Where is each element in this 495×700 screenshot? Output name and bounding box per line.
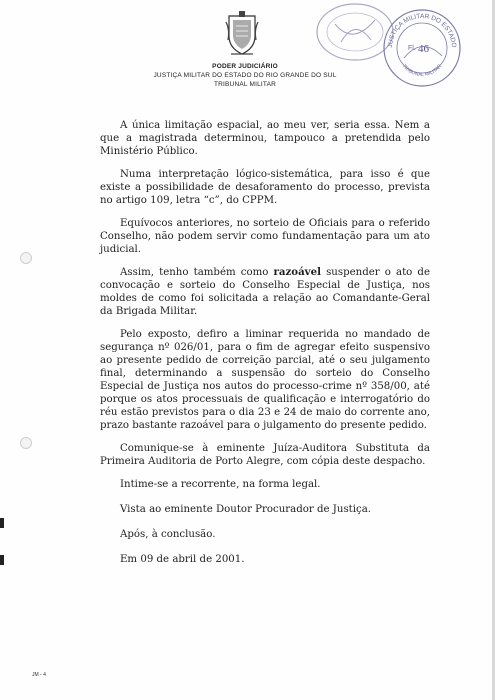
paragraph: A única limitação espacial, ao meu ver, seria essa. Nem a que a magistrada determinou, tampouco a pretendida pelo Ministério Público. — [100, 120, 430, 157]
paragraph-text: Assim, tenho também como — [120, 267, 274, 278]
paragraph: Após, à conclusão. — [120, 529, 216, 540]
paragraph: Intime-se a recorrente, na forma legal. — [120, 479, 321, 490]
binding-mark — [0, 555, 4, 565]
paragraph: Pelo exposto, defiro a liminar requerida no mandado de segurança nº 026/01, para o fim de agregar efeito suspensivo ao presente pedido de correição parcial, até o seu julgamento final, determinando a suspensão do sorteio do Conselho Especial de Justiça nos autos do processo-crime nº 358/00, até porque os atos processuais de qualificação e interrogatório do réu estão previstos para o dia 23 e 24 de maio do corrente ano, prazo bastante razoável para o julgamento do presente pedido. — [100, 329, 430, 431]
letterhead-line-2: JUSTIÇA MILITAR DO ESTADO DO RIO GRANDE DO SUL — [153, 72, 337, 79]
letterhead-line-3: TRIBUNAL MILITAR — [213, 81, 277, 88]
stamp-bottom-text: TRIBUNAL MILITAR — [400, 63, 444, 79]
paragraph-text: suspender o ato de convocação e sorteio do Conselho Especial de Justiça, nos moldes de como foi solicitada a relação ao Comandante-Geral da Brigada Militar. — [100, 267, 430, 317]
paragraph — [100, 266, 430, 318]
document-date: Em 09 de abril de 2001. — [120, 554, 245, 565]
punch-hole — [20, 437, 32, 449]
letterhead — [120, 62, 370, 89]
svg-text:TRIBUNAL MILITAR — [401, 63, 444, 78]
emphasized-word: razoável — [273, 266, 321, 278]
form-code: JM - 4 — [32, 672, 46, 678]
stamp-top-text: JUSTIÇA MILITAR DO ESTADO — [386, 12, 458, 48]
paragraph: Vista ao eminente Doutor Procurador de Justiça. — [120, 504, 372, 515]
paragraph: Comunique-se à eminente Juíza-Auditora Substituta da Primeira Auditoria de Porto Alegre, com cópia deste despacho. — [100, 443, 430, 467]
stamp-page-number: 46 — [418, 43, 429, 55]
document-body — [100, 119, 430, 576]
binding-mark — [0, 518, 4, 528]
letterhead-line-1: PODER JUDICIÁRIO — [212, 63, 278, 70]
round-stamp — [380, 6, 464, 90]
coat-of-arms-icon — [225, 10, 259, 58]
paragraph: Equívocos anteriores, no sorteio de Oficiais para o referido Conselho, não podem servir como fundamentação para um ato judicial. — [100, 218, 430, 255]
paragraph: Numa interpretação lógico-sistemática, para isso é que existe a possibilidade de desaforamento do processo, prevista no artigo 109, letra “c”, do CPPM. — [100, 169, 430, 206]
stamp-fl-label: Fl. — [408, 45, 416, 52]
punch-hole — [20, 252, 32, 264]
